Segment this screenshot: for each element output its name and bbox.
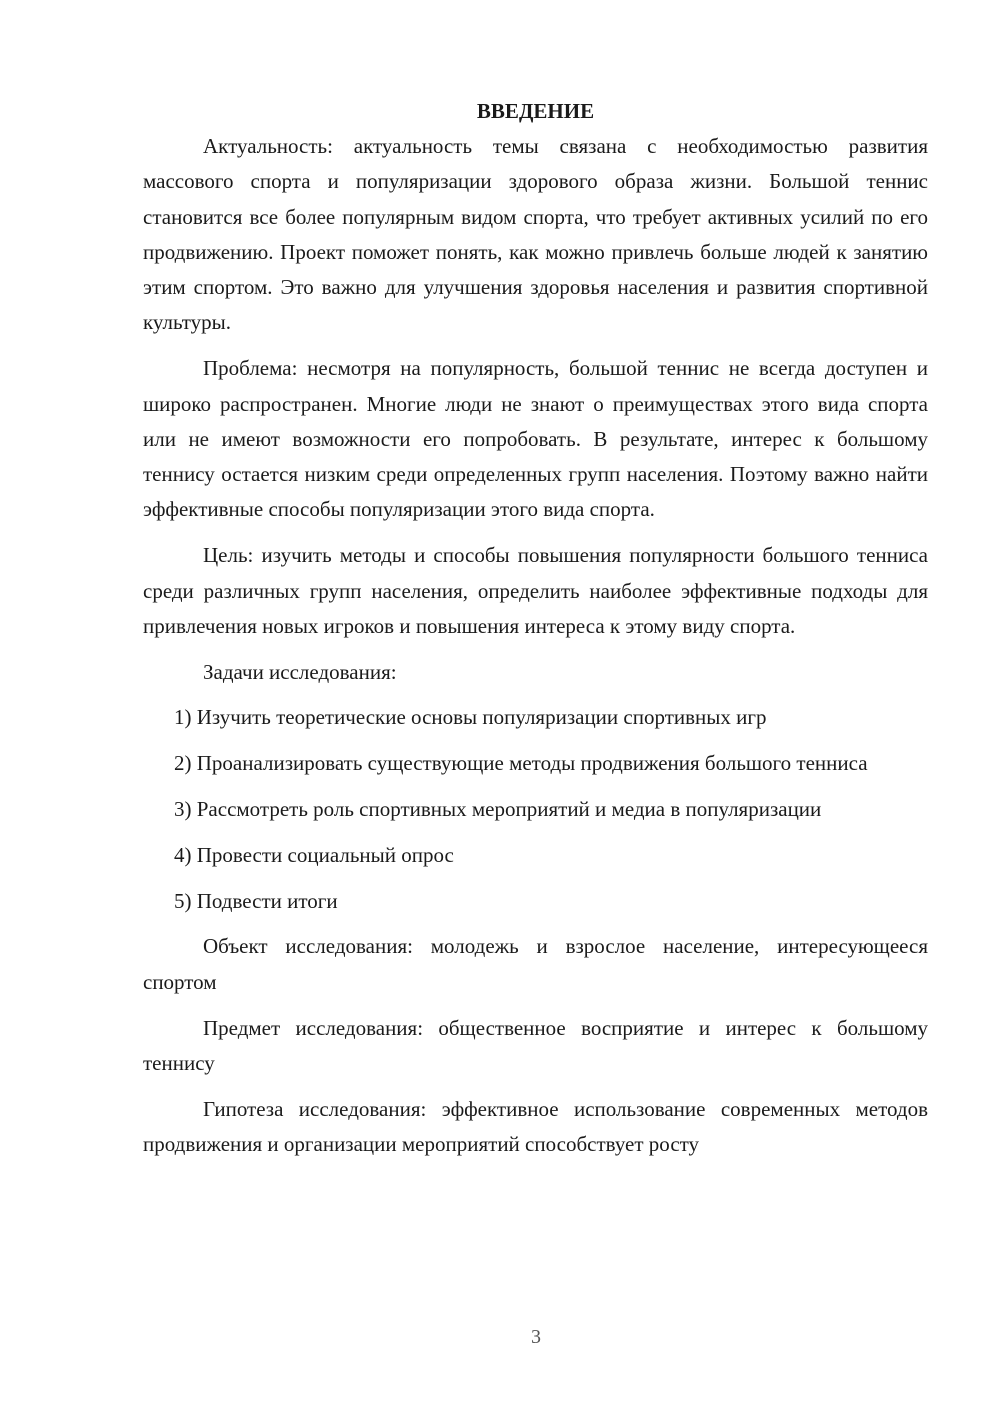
paragraph-tasks-intro: Задачи исследования: — [203, 659, 397, 684]
paragraph-goal: Цель: изучить методы и способы повышения популярности большого тенниса среди различных групп населения, определить наиболее эффективные подходы для привлечения новых игроков и повышения интереса к этому виду спорта. — [143, 543, 928, 638]
task-item-5: 5) Подвести итоги — [174, 888, 338, 913]
page-number: 3 — [531, 1326, 541, 1348]
task-item-1: 1) Изучить теоретические основы популяризации спортивных игр — [174, 705, 767, 730]
paragraph-problem: Проблема: несмотря на популярность, большой теннис не всегда доступен и широко распространен. Многие люди не знают о преимуществах этого вида спорта или не имеют возможности его попробовать. В результате, интерес к большому теннису остается низким среди определенных групп населения. Поэтому важно найти эффективные способы популяризации этого вида спорта. — [143, 356, 928, 522]
paragraph-research-hypothesis: Гипотеза исследования: эффективное использование современных методов продвижения и организации мероприятий способствует росту — [143, 1096, 928, 1156]
task-item-3: 3) Рассмотреть роль спортивных мероприятий и медиа в популяризации — [174, 797, 822, 822]
paragraph-relevance: Актуальность: актуальность темы связана с необходимостью развития массового спорта и популяризации здорового образа жизни. Большой теннис становится все более популярным видом спорта, что требует активных усилий по его продвижению. Проект поможет понять, как можно привлечь больше людей к занятию этим спортом. Это важно для улучшения здоровья населения и развития спортивной культуры. — [143, 134, 928, 335]
task-item-2: 2) Проанализировать существующие методы продвижения большого тенниса — [174, 751, 868, 776]
paragraph-research-subject: Предмет исследования: общественное восприятие и интерес к большому теннису — [143, 1015, 928, 1075]
task-item-4: 4) Провести социальный опрос — [174, 842, 454, 867]
section-heading: ВВЕДЕНИЕ — [476, 99, 595, 123]
document-page — [143, 94, 928, 1173]
paragraph-research-object: Объект исследования: молодежь и взрослое население, интересующееся спортом — [143, 934, 928, 994]
